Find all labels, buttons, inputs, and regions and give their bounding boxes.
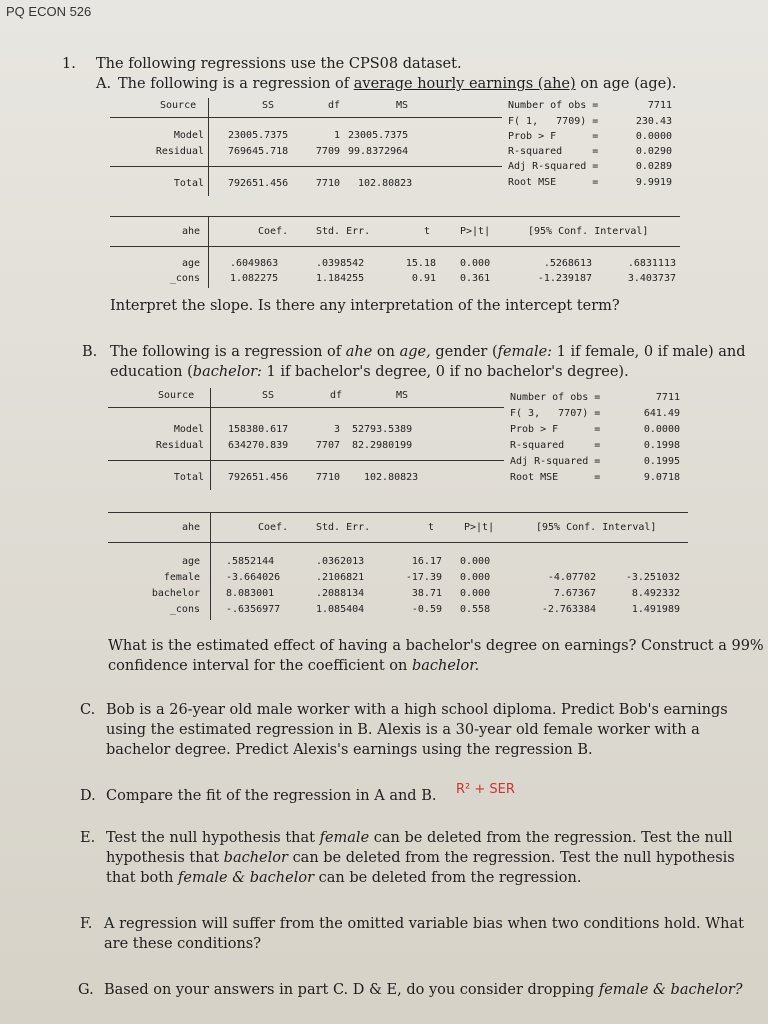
var-ahe: ahe [345, 344, 373, 360]
anova-row-df: 7710 [315, 472, 340, 483]
coef-row-se: .2106821 [316, 572, 365, 583]
stat-value: 0.0000 [635, 131, 672, 142]
coef-row-coef: -3.664026 [226, 572, 281, 583]
part-e-line2 [106, 848, 735, 868]
coef-row-se: 1.085404 [316, 604, 365, 615]
stat-label: Adj R-squared = [508, 161, 599, 172]
var-female: female [319, 830, 370, 846]
coef-header-var: ahe [181, 522, 200, 533]
stat-label: Root MSE = [510, 472, 601, 483]
anova-row-df: 7709 [315, 146, 340, 157]
anova-row-ss: 769645.718 [228, 146, 289, 157]
anova-header-df: df [328, 100, 341, 111]
coef-row-var: female [163, 572, 200, 583]
coef-row-ci-hi: -3.251032 [625, 572, 680, 583]
var-female-bachelor: female & bachelor? [598, 982, 743, 998]
part-b-question-line2 [108, 656, 479, 676]
anova-row-ss: 792651.456 [228, 472, 289, 483]
anova-row-ms: 102.80823 [358, 178, 413, 189]
part-b-line2 [110, 362, 629, 382]
stat-value: 230.43 [635, 116, 672, 127]
stat-label: Root MSE = [508, 177, 599, 188]
anova-row-df: 3 [333, 424, 340, 435]
coef-row-t: 0.91 [411, 273, 436, 284]
part-c-line: bachelor degree. Predict Alexis's earnings using the regression B. [106, 742, 593, 758]
stat-label: R-squared = [510, 440, 601, 451]
anova-row-ss: 634270.839 [228, 440, 289, 451]
coef-row-t: 16.17 [411, 556, 442, 567]
coef-row-ci-hi: 1.491989 [631, 604, 680, 615]
coef-row-se: .0362013 [316, 556, 365, 567]
text: can be deleted from the regression. [318, 870, 582, 886]
var-female-bachelor: female & bachelor [178, 870, 314, 886]
coef-row-ci-lo: -2.763384 [541, 604, 596, 615]
course-header: PQ ECON 526 [6, 4, 92, 19]
stat-value: 7711 [655, 392, 680, 403]
coef-header-ci: [95% Conf. Interval] [528, 226, 649, 237]
coef-row-p: 0.558 [460, 604, 491, 615]
stat-label: R-squared = [508, 146, 599, 157]
anova-row-ms: 23005.7375 [348, 130, 409, 141]
stat-value: 0.0000 [643, 424, 680, 435]
stat-label: Number of obs = [510, 392, 601, 403]
stat-value: 7711 [647, 100, 672, 111]
anova-row-source: Model [173, 130, 204, 141]
coef-row-coef: 1.082275 [230, 273, 279, 284]
anova-row-ss: 792651.456 [228, 178, 289, 189]
text: hypothesis that [106, 850, 220, 866]
anova-row-source: Total [173, 472, 204, 483]
anova-row-ms: 52793.5389 [352, 424, 413, 435]
handwritten-note: R² + SER [456, 782, 515, 797]
coef-row-ci-hi: 8.492332 [631, 588, 680, 599]
coef-row-se: 1.184255 [316, 273, 365, 284]
anova-row-source: Total [173, 178, 204, 189]
var-bachelor: bachelor: [192, 364, 262, 380]
question-number: 1. [62, 56, 76, 72]
coef-header-coef: Coef. [258, 226, 289, 237]
text: Test the null hypothesis that [106, 830, 315, 846]
anova-row-ss: 158380.617 [228, 424, 289, 435]
anova-header-df: df [330, 390, 343, 401]
anova-row-source: Residual [155, 440, 204, 451]
coef-row-se: .2088134 [316, 588, 365, 599]
anova-row-source: Residual [155, 146, 204, 157]
var-female: female: [497, 344, 553, 360]
part-a-question: Interpret the slope. Is there any interpretation of the intercept term? [110, 298, 620, 314]
coef-row-ci-lo: .5268613 [543, 258, 592, 269]
part-e-letter: E. [80, 830, 96, 846]
part-a-dependent-variable: average hourly earnings (ahe) [353, 76, 576, 92]
var-bachelor: bachelor [223, 850, 288, 866]
coef-row-p: 0.361 [460, 273, 491, 284]
text: 1 if bachelor's degree, 0 if no bachelor's degree). [266, 364, 629, 380]
coef-header-var: ahe [181, 226, 200, 237]
coef-row-ci-lo: -4.07702 [547, 572, 596, 583]
part-b-letter: B. [82, 344, 98, 360]
part-c-letter: C. [80, 702, 96, 718]
stat-value: 0.0290 [635, 146, 672, 157]
anova-header-ms: MS [396, 100, 409, 111]
text: that both [106, 870, 174, 886]
text: confidence interval for the coefficient on [108, 658, 408, 674]
coef-header-p: P>|t| [460, 226, 491, 237]
var-age: age, [399, 344, 431, 360]
part-a-text [118, 74, 677, 94]
text: on [376, 344, 395, 360]
stat-label: Prob > F = [510, 424, 601, 435]
coef-row-ci-hi: .6831113 [627, 258, 676, 269]
text: can be deleted from the regression. Test the null hypothesis [292, 850, 735, 866]
coef-row-var: bachelor [151, 588, 200, 599]
stat-value: 0.1995 [643, 456, 680, 467]
coef-row-t: -0.59 [411, 604, 442, 615]
stat-label: Adj R-squared = [510, 456, 601, 467]
part-c-line: Bob is a 26-year old male worker with a high school diploma. Predict Bob's earnings [106, 702, 728, 718]
coef-header-se: Std. Err. [316, 522, 371, 533]
part-d-letter: D. [80, 788, 96, 804]
part-c-line: using the estimated regression in B. Alexis is a 30-year old female worker with a [106, 722, 700, 738]
coef-row-se: .0398542 [316, 258, 365, 269]
text: 1 if female, 0 if male) and [556, 344, 746, 360]
coef-row-ci-lo: 7.67367 [553, 588, 596, 599]
coef-row-t: 15.18 [405, 258, 436, 269]
anova-row-df: 7710 [315, 178, 340, 189]
stat-value: 0.0289 [635, 161, 672, 172]
text: gender ( [435, 344, 498, 360]
stat-value: 9.9919 [635, 177, 672, 188]
coef-row-coef: .5852144 [226, 556, 275, 567]
coef-header-ci: [95% Conf. Interval] [536, 522, 657, 533]
part-a-text-pre: The following is a regression of [118, 76, 350, 92]
coef-row-coef: .6049863 [230, 258, 279, 269]
coef-row-t: -17.39 [405, 572, 442, 583]
coef-row-ci-lo: -1.239187 [537, 273, 592, 284]
coef-row-var: _cons [169, 273, 200, 284]
anova-row-ss: 23005.7375 [228, 130, 289, 141]
part-a-text-post: on age (age). [580, 76, 677, 92]
coef-row-var: _cons [169, 604, 200, 615]
anova-header-source: Source [158, 390, 195, 401]
text: education ( [110, 364, 193, 380]
part-e-line1 [106, 828, 733, 848]
stat-label: Prob > F = [508, 131, 599, 142]
coef-row-p: 0.000 [460, 556, 491, 567]
anova-header-source: Source [160, 100, 197, 111]
coef-row-ci-hi: 3.403737 [627, 273, 676, 284]
part-e-line3 [106, 868, 581, 888]
anova-header-ss: SS [262, 390, 275, 401]
stat-label: Number of obs = [508, 100, 599, 111]
stat-label: F( 3, 7707) = [510, 408, 601, 419]
stat-label: F( 1, 7709) = [508, 116, 599, 127]
stat-value: 0.1998 [643, 440, 680, 451]
anova-row-df: 1 [333, 130, 340, 141]
part-f-line: are these conditions? [104, 936, 262, 952]
coef-row-var: age [181, 258, 200, 269]
text: The following is a regression of [110, 344, 342, 360]
part-b-line1 [110, 342, 746, 362]
question-intro: The following regressions use the CPS08 dataset. [96, 56, 462, 72]
anova-row-ms: 99.8372964 [348, 146, 409, 157]
anova-header-ss: SS [262, 100, 275, 111]
coef-header-t: t [428, 522, 435, 533]
part-f-letter: F. [80, 916, 93, 932]
anova-row-ms: 102.80823 [364, 472, 419, 483]
text: Based on your answers in part C. D & E, do you consider dropping [104, 982, 595, 998]
part-g-text [104, 980, 743, 1000]
part-b-question-line1: What is the estimated effect of having a bachelor's degree on earnings? Construct a 99% [108, 638, 764, 654]
coef-header-coef: Coef. [258, 522, 289, 533]
anova-row-df: 7707 [315, 440, 340, 451]
anova-row-source: Model [173, 424, 204, 435]
coef-row-coef: -.6356977 [226, 604, 281, 615]
part-f-line: A regression will suffer from the omitted variable bias when two conditions hold. What [104, 916, 744, 932]
part-d-text: Compare the fit of the regression in A and B. [106, 788, 437, 804]
part-g-letter: G. [78, 982, 94, 998]
coef-row-var: age [181, 556, 200, 567]
stat-value: 9.0718 [643, 472, 680, 483]
coef-header-p: P>|t| [464, 522, 495, 533]
anova-header-ms: MS [396, 390, 409, 401]
coef-row-p: 0.000 [460, 572, 491, 583]
coef-header-se: Std. Err. [316, 226, 371, 237]
coef-header-t: t [424, 226, 431, 237]
coef-row-p: 0.000 [460, 258, 491, 269]
coef-row-p: 0.000 [460, 588, 491, 599]
stat-value: 641.49 [643, 408, 680, 419]
coef-row-t: 38.71 [411, 588, 442, 599]
coef-row-coef: 8.083001 [226, 588, 275, 599]
var-bachelor: bachelor. [411, 658, 480, 674]
part-a-letter: A. [96, 76, 112, 92]
anova-row-ms: 82.2980199 [352, 440, 413, 451]
text: can be deleted from the regression. Test the null [373, 830, 733, 846]
